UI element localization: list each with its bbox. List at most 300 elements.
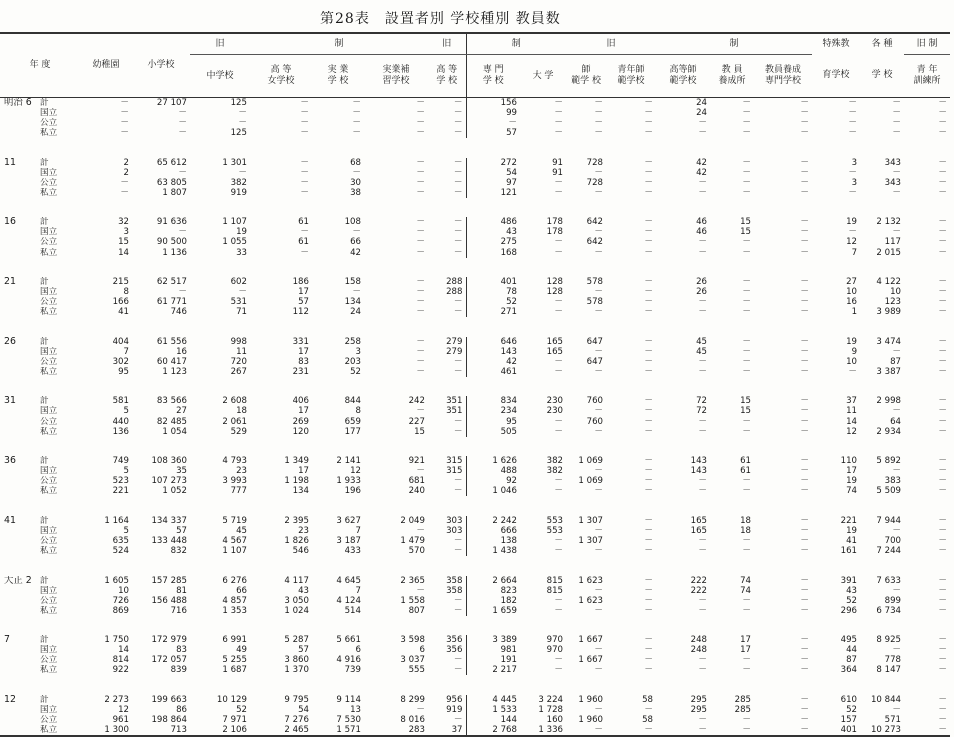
- value-cell: －: [554, 297, 564, 308]
- value-cell: 66: [236, 585, 247, 596]
- category-cell: 公立: [40, 118, 58, 129]
- value-cell: －: [416, 217, 425, 228]
- value-cell: 505: [466, 427, 520, 437]
- category-cell: 公立: [40, 297, 58, 308]
- value-cell: －: [938, 128, 948, 139]
- value-cell: －: [698, 307, 708, 318]
- value-cell: －: [554, 187, 564, 198]
- value-cell: 17: [298, 287, 309, 298]
- value-cell: 488: [466, 466, 520, 476]
- value-cell: 295: [690, 694, 708, 705]
- value-cell: －: [698, 545, 708, 556]
- value-cell: －: [800, 665, 810, 676]
- value-cell: －: [938, 655, 948, 666]
- value-cell: 7 971: [222, 714, 247, 725]
- value-cell: －: [938, 297, 948, 308]
- year-cell: [0, 297, 40, 307]
- value-cell: 7: [355, 525, 361, 536]
- value-cell: 303: [446, 515, 463, 526]
- value-cell: －: [848, 98, 858, 108]
- value-cell: －: [742, 307, 752, 318]
- value-cell: 14: [846, 416, 858, 427]
- value-cell: 166: [112, 297, 129, 308]
- year-cell: 21: [4, 277, 16, 288]
- value-cell: －: [238, 167, 247, 178]
- group-spacer: [0, 616, 950, 636]
- value-cell: 1 123: [162, 366, 187, 377]
- year-cell: [0, 725, 40, 736]
- header-misc: 各 種: [871, 38, 893, 49]
- value-cell: 2 217: [466, 665, 520, 675]
- value-cell: 267: [230, 366, 247, 377]
- year-cell: [0, 406, 40, 416]
- value-cell: 832: [170, 545, 187, 556]
- spacer-cell: [0, 317, 950, 337]
- value-cell: －: [453, 545, 463, 556]
- value-cell: －: [698, 535, 708, 546]
- value-cell: －: [938, 177, 948, 188]
- value-cell: 108 360: [151, 456, 187, 467]
- value-cell: 3 860: [284, 655, 309, 666]
- value-cell: 61: [740, 466, 752, 477]
- value-cell: －: [554, 416, 564, 427]
- value-cell: 635: [112, 535, 129, 546]
- value-cell: －: [892, 108, 902, 119]
- value-cell: 87: [846, 655, 858, 666]
- value-cell: 814: [112, 655, 129, 666]
- value-cell: －: [848, 167, 858, 178]
- value-cell: 3 474: [876, 336, 902, 347]
- value-cell: －: [554, 545, 564, 556]
- value-cell: －: [742, 237, 752, 248]
- table-row: [0, 367, 950, 377]
- value-cell: 199 663: [151, 694, 187, 705]
- value-cell: －: [594, 665, 604, 676]
- value-cell: 19: [846, 476, 858, 487]
- value-cell: 63 805: [156, 177, 187, 188]
- value-cell: －: [644, 426, 654, 437]
- value-cell: －: [453, 665, 463, 676]
- value-cell: 3 389: [466, 635, 520, 645]
- value-cell: 112: [292, 307, 309, 318]
- table-row: [0, 665, 950, 675]
- category-cell: 計: [40, 157, 49, 168]
- value-cell: －: [800, 167, 810, 178]
- value-cell: －: [238, 287, 247, 298]
- value-cell: －: [892, 525, 902, 536]
- value-cell: －: [800, 346, 810, 357]
- value-cell: 221: [112, 486, 129, 497]
- spacer-cell: [0, 377, 950, 397]
- value-cell: 42: [696, 157, 708, 168]
- table-body: [0, 98, 950, 737]
- year-cell: [0, 237, 40, 247]
- category-cell: 計: [40, 575, 49, 586]
- value-cell: －: [594, 406, 604, 417]
- year-cell: [0, 476, 40, 486]
- header-high-school: 高 等 学 校: [436, 65, 458, 86]
- table-row: [0, 98, 950, 109]
- value-cell: －: [554, 595, 564, 606]
- value-cell: 1 300: [104, 725, 129, 736]
- header-normal-school-suffix: 学 校: [580, 76, 601, 86]
- value-cell: －: [644, 336, 654, 347]
- year-cell: [0, 536, 40, 546]
- value-cell: 19: [846, 217, 858, 228]
- value-cell: －: [698, 187, 708, 198]
- year-column-header: 年 度: [29, 60, 51, 70]
- value-cell: －: [554, 476, 564, 487]
- value-cell: －: [178, 108, 187, 119]
- value-cell: －: [352, 287, 361, 298]
- header-middle-school: 中学校: [206, 70, 234, 81]
- value-cell: 7 530: [336, 714, 361, 725]
- value-cell: 156 488: [151, 595, 187, 606]
- header-professional-school: 専 門 学 校: [466, 55, 520, 98]
- value-cell: －: [644, 346, 654, 357]
- value-cell: －: [644, 605, 654, 616]
- value-cell: 45: [696, 346, 708, 357]
- value-cell: －: [416, 98, 425, 108]
- value-cell: 165: [690, 515, 708, 526]
- value-cell: －: [554, 177, 564, 188]
- value-cell: 279: [446, 346, 463, 357]
- value-cell: 198 864: [151, 714, 187, 725]
- value-cell: 382: [230, 177, 247, 188]
- table-row: [0, 695, 950, 705]
- value-cell: －: [453, 247, 463, 258]
- year-cell: 41: [4, 515, 16, 526]
- value-cell: －: [800, 297, 810, 308]
- value-cell: 83 566: [156, 396, 187, 407]
- spacer-cell: [0, 258, 950, 278]
- value-cell: －: [938, 426, 948, 437]
- value-cell: －: [416, 704, 425, 715]
- value-cell: －: [352, 108, 361, 119]
- value-cell: －: [800, 287, 810, 298]
- value-cell: 52: [846, 704, 858, 715]
- value-cell: －: [352, 118, 361, 129]
- value-cell: 61 771: [156, 297, 187, 308]
- category-cell: 計: [40, 336, 49, 347]
- value-cell: －: [938, 545, 948, 556]
- value-cell: －: [698, 426, 708, 437]
- header-teacher-training: 教 員 養成所: [718, 65, 746, 86]
- value-cell: －: [554, 535, 564, 546]
- year-cell: 36: [4, 456, 16, 467]
- table-row: [0, 108, 950, 118]
- year-cell: [0, 287, 40, 297]
- value-cell: 54: [466, 168, 520, 178]
- category-cell: 計: [40, 396, 49, 407]
- group-spacer: [0, 258, 950, 278]
- value-cell: 4 117: [284, 575, 309, 586]
- value-cell: 1 046: [466, 486, 520, 496]
- value-cell: 1 605: [104, 575, 129, 586]
- value-cell: 681: [408, 476, 425, 487]
- spacer-cell: [0, 437, 950, 457]
- value-cell: 8 925: [876, 635, 902, 646]
- table-row: [0, 715, 950, 725]
- value-cell: －: [742, 366, 752, 377]
- year-cell: [0, 128, 40, 138]
- value-cell: 981: [466, 645, 520, 655]
- value-cell: －: [938, 118, 948, 129]
- value-cell: 18: [740, 525, 752, 536]
- value-cell: 4 445: [466, 695, 520, 705]
- value-cell: －: [416, 167, 425, 178]
- value-cell: 4 645: [336, 575, 361, 586]
- year-cell: 16: [4, 217, 16, 228]
- value-cell: 834: [466, 396, 520, 406]
- spacer-cell: [0, 198, 950, 218]
- value-cell: －: [938, 476, 948, 487]
- value-cell: 18: [236, 406, 247, 417]
- value-cell: 57: [176, 525, 187, 536]
- value-cell: 160: [546, 714, 564, 725]
- value-cell: －: [416, 277, 425, 288]
- value-cell: －: [178, 227, 187, 238]
- value-cell: －: [554, 356, 564, 367]
- value-cell: －: [892, 704, 902, 715]
- value-cell: －: [800, 585, 810, 596]
- value-cell: 11: [846, 406, 858, 417]
- value-cell: 919: [446, 704, 463, 715]
- value-cell: 288: [446, 287, 463, 298]
- value-cell: －: [453, 486, 463, 497]
- value-cell: －: [352, 98, 361, 108]
- value-cell: 998: [230, 336, 247, 347]
- value-cell: 2 049: [400, 515, 425, 526]
- value-cell: －: [453, 366, 463, 377]
- table-row: [0, 118, 950, 128]
- header-group-system-2: 制: [466, 33, 566, 55]
- value-cell: －: [554, 307, 564, 318]
- table-row: [0, 596, 950, 606]
- value-cell: 81: [176, 585, 187, 596]
- value-cell: 15: [740, 406, 752, 417]
- value-cell: －: [554, 98, 564, 108]
- category-cell: 計: [40, 217, 49, 228]
- value-cell: －: [453, 416, 463, 427]
- value-cell: 2 934: [876, 426, 902, 437]
- category-cell: 私立: [40, 725, 58, 736]
- value-cell: －: [644, 177, 654, 188]
- category-cell: 計: [40, 277, 49, 288]
- value-cell: －: [120, 98, 129, 108]
- year-cell: [0, 586, 40, 596]
- value-cell: 17: [740, 635, 752, 646]
- value-cell: 1 960: [578, 694, 604, 705]
- value-cell: 172 979: [151, 635, 187, 646]
- value-cell: －: [644, 277, 654, 288]
- value-cell: －: [938, 307, 948, 318]
- value-cell: 24: [350, 307, 361, 318]
- value-cell: 177: [344, 426, 361, 437]
- value-cell: 6: [419, 645, 425, 656]
- value-cell: －: [453, 605, 463, 616]
- value-cell: －: [938, 635, 948, 646]
- value-cell: 406: [292, 396, 309, 407]
- value-cell: 3 627: [336, 515, 361, 526]
- value-cell: －: [938, 366, 948, 377]
- value-cell: 15: [414, 426, 425, 437]
- table-row: [0, 417, 950, 427]
- table-row: [0, 655, 950, 665]
- value-cell: －: [120, 118, 129, 129]
- value-cell: 97: [466, 178, 520, 188]
- value-cell: 440: [112, 416, 129, 427]
- value-cell: 1 136: [162, 247, 187, 258]
- value-cell: 553: [546, 515, 564, 526]
- value-cell: －: [554, 655, 564, 666]
- category-cell: 公立: [40, 595, 58, 606]
- value-cell: －: [178, 287, 187, 298]
- year-cell: [0, 367, 40, 377]
- value-cell: －: [892, 167, 902, 178]
- value-cell: －: [800, 456, 810, 467]
- value-cell: －: [300, 247, 309, 258]
- value-cell: 9 114: [336, 694, 361, 705]
- value-cell: －: [800, 307, 810, 318]
- table-row: [0, 287, 950, 297]
- value-cell: 186: [292, 277, 309, 288]
- value-cell: 215: [112, 277, 129, 288]
- year-cell: 11: [4, 157, 16, 168]
- value-cell: －: [644, 416, 654, 427]
- value-cell: 5: [123, 466, 129, 477]
- table-row: [0, 227, 950, 237]
- value-cell: －: [938, 595, 948, 606]
- value-cell: 4 857: [222, 595, 247, 606]
- value-cell: 42: [350, 247, 361, 258]
- value-cell: －: [300, 177, 309, 188]
- value-cell: －: [938, 157, 948, 168]
- value-cell: 401: [840, 725, 858, 736]
- table-row: [0, 158, 950, 168]
- value-cell: 1 370: [284, 665, 309, 676]
- value-cell: 760: [586, 416, 604, 427]
- value-cell: 10 273: [870, 725, 902, 736]
- value-cell: －: [698, 416, 708, 427]
- table-row: [0, 546, 950, 556]
- value-cell: 815: [546, 585, 564, 596]
- value-cell: －: [594, 227, 604, 238]
- value-cell: －: [300, 98, 309, 108]
- value-cell: 23: [298, 525, 309, 536]
- value-cell: 87: [890, 356, 902, 367]
- value-cell: 38: [350, 187, 361, 198]
- year-cell: 12: [4, 694, 16, 705]
- value-cell: －: [416, 336, 425, 347]
- value-cell: －: [742, 336, 752, 347]
- value-cell: －: [644, 595, 654, 606]
- value-cell: 3 989: [876, 307, 902, 318]
- value-cell: －: [594, 287, 604, 298]
- value-cell: 956: [446, 694, 463, 705]
- value-cell: 647: [586, 356, 604, 367]
- value-cell: －: [300, 167, 309, 178]
- value-cell: －: [594, 525, 604, 536]
- value-cell: －: [800, 366, 810, 377]
- table-row: [0, 586, 950, 596]
- category-cell: 私立: [40, 187, 58, 198]
- value-cell: 285: [734, 694, 752, 705]
- value-cell: 74: [740, 585, 752, 596]
- value-cell: －: [800, 277, 810, 288]
- value-cell: －: [644, 98, 654, 108]
- value-cell: －: [800, 694, 810, 705]
- value-cell: －: [938, 356, 948, 367]
- value-cell: 1 826: [284, 535, 309, 546]
- value-cell: 382: [546, 466, 564, 477]
- value-cell: 610: [840, 694, 858, 705]
- category-cell: 公立: [40, 714, 58, 725]
- value-cell: 343: [884, 177, 902, 188]
- value-cell: 5 255: [222, 655, 247, 666]
- category-cell: 公立: [40, 237, 58, 248]
- value-cell: 391: [840, 575, 858, 586]
- value-cell: －: [300, 157, 309, 168]
- value-cell: －: [644, 356, 654, 367]
- header-kindergarten: 幼稚園: [92, 60, 120, 70]
- value-cell: 351: [446, 406, 463, 417]
- value-cell: 44: [846, 645, 858, 656]
- value-cell: －: [644, 575, 654, 586]
- category-cell: 国立: [40, 466, 58, 477]
- value-cell: 12: [846, 426, 858, 437]
- value-cell: 1 301: [222, 157, 247, 168]
- value-cell: 4 567: [222, 535, 247, 546]
- value-cell: －: [644, 476, 654, 487]
- value-cell: －: [800, 645, 810, 656]
- value-cell: 91: [552, 157, 564, 168]
- value-cell: 19: [846, 525, 858, 536]
- category-cell: 計: [40, 456, 49, 467]
- year-cell: [0, 427, 40, 437]
- value-cell: 351: [446, 396, 463, 407]
- value-cell: －: [300, 128, 309, 139]
- value-cell: －: [644, 118, 654, 129]
- value-cell: 296: [840, 605, 858, 616]
- category-cell: 国立: [40, 406, 58, 417]
- value-cell: 242: [408, 396, 425, 407]
- value-cell: 922: [112, 665, 129, 676]
- group-spacer: [0, 437, 950, 457]
- value-cell: －: [594, 645, 604, 656]
- value-cell: 165: [690, 525, 708, 536]
- value-cell: 203: [344, 356, 361, 367]
- category-cell: 私立: [40, 486, 58, 497]
- value-cell: －: [644, 227, 654, 238]
- value-cell: 514: [344, 605, 361, 616]
- value-cell: －: [453, 655, 463, 666]
- header-vocational-supplementary: 実業補 習学校: [382, 65, 410, 86]
- table-row: [0, 277, 950, 287]
- value-cell: －: [644, 466, 654, 477]
- value-cell: 14: [118, 247, 129, 258]
- value-cell: 2 273: [104, 694, 129, 705]
- value-cell: －: [644, 515, 654, 526]
- value-cell: －: [178, 167, 187, 178]
- table-row: [0, 406, 950, 416]
- value-cell: 2 998: [876, 396, 902, 407]
- value-cell: 1 069: [578, 456, 604, 467]
- value-cell: 168: [466, 248, 520, 258]
- value-cell: －: [698, 128, 708, 139]
- value-cell: 32: [118, 217, 129, 228]
- value-cell: 571: [884, 714, 902, 725]
